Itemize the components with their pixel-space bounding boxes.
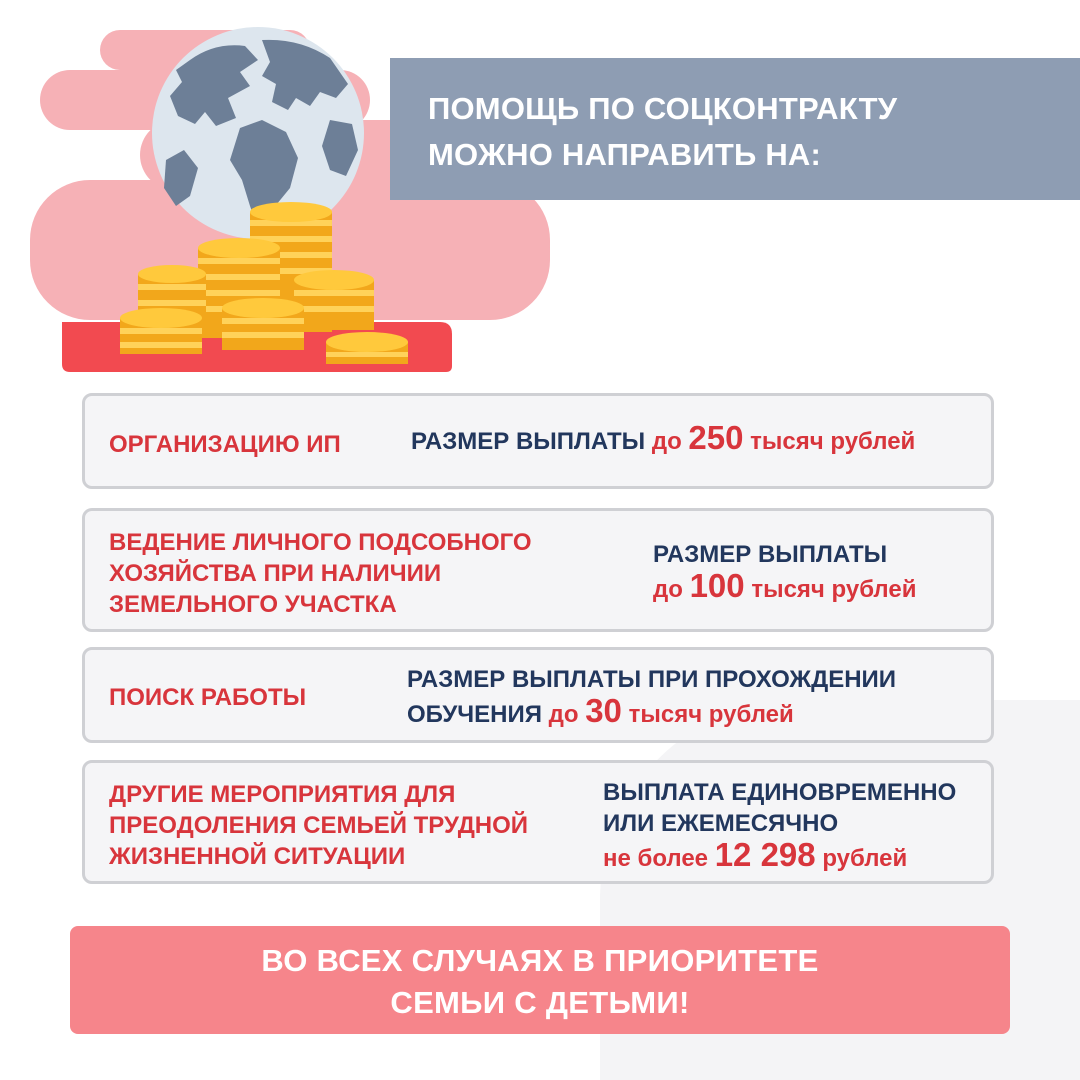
option-title: [109, 779, 528, 872]
option-title-line: ЗЕМЕЛЬНОГО УЧАСТКА: [109, 591, 397, 618]
option-card-other: [82, 760, 994, 884]
option-card-job-search: [82, 647, 994, 743]
payment-label: РАЗМЕР ВЫПЛАТЫ: [653, 541, 888, 568]
page-title: [428, 86, 1048, 178]
payment-label: ОБУЧЕНИЯ: [407, 701, 542, 728]
option-title-line: ДРУГИЕ МЕРОПРИЯТИЯ ДЛЯ: [109, 781, 456, 808]
payment-info: [603, 777, 956, 874]
priority-text: [70, 940, 1010, 1024]
option-title-line: ПОИСК РАБОТЫ: [109, 684, 307, 711]
payment-amount: 100: [689, 567, 745, 604]
payment-amount: 250: [688, 419, 744, 456]
payment-lead: до: [651, 428, 682, 455]
option-card-farm: [82, 508, 994, 632]
priority-text-line1: ВО ВСЕХ СЛУЧАЯХ В ПРИОРИТЕТЕ: [261, 943, 819, 978]
page-title-line2: МОЖНО НАПРАВИТЬ НА:: [428, 137, 822, 172]
payment-label: РАЗМЕР ВЫПЛАТЫ: [411, 428, 646, 455]
payment-info: [411, 419, 916, 457]
priority-banner: [70, 926, 1010, 1034]
payment-lead: до: [653, 576, 683, 603]
payment-label: ИЛИ ЕЖЕМЕСЯЧНО: [603, 810, 839, 837]
option-title-line: ПРЕОДОЛЕНИЯ СЕМЬЕЙ ТРУДНОЙ: [109, 812, 529, 839]
option-title-line: ВЕДЕНИЕ ЛИЧНОГО ПОДСОБНОГО: [109, 529, 532, 556]
payment-label: РАЗМЕР ВЫПЛАТЫ ПРИ ПРОХОЖДЕНИИ: [407, 666, 897, 693]
page-title-line1: ПОМОЩЬ ПО СОЦКОНТРАКТУ: [428, 91, 898, 126]
payment-unit: тысяч рублей: [628, 701, 794, 728]
option-title-line: ХОЗЯЙСТВА ПРИ НАЛИЧИИ: [109, 560, 442, 587]
option-title: [109, 527, 532, 620]
payment-info: [407, 664, 896, 730]
payment-lead: до: [548, 701, 579, 728]
payment-unit: тысяч рублей: [751, 576, 917, 603]
payment-unit: рублей: [822, 845, 908, 872]
option-title: [109, 682, 306, 713]
option-title-line: ОРГАНИЗАЦИЮ ИП: [109, 431, 341, 458]
option-title: [109, 429, 341, 460]
payment-amount: 12 298: [714, 836, 816, 873]
option-card-ip: [82, 393, 994, 489]
payment-unit: тысяч рублей: [750, 428, 916, 455]
payment-amount: 30: [585, 692, 622, 729]
payment-lead: не более: [603, 845, 709, 872]
payment-label: ВЫПЛАТА ЕДИНОВРЕМЕННО: [603, 779, 957, 806]
priority-text-line2: СЕМЬИ С ДЕТЬМИ!: [390, 985, 690, 1020]
option-title-line: ЖИЗНЕННОЙ СИТУАЦИИ: [109, 843, 406, 870]
payment-info: [653, 539, 916, 605]
